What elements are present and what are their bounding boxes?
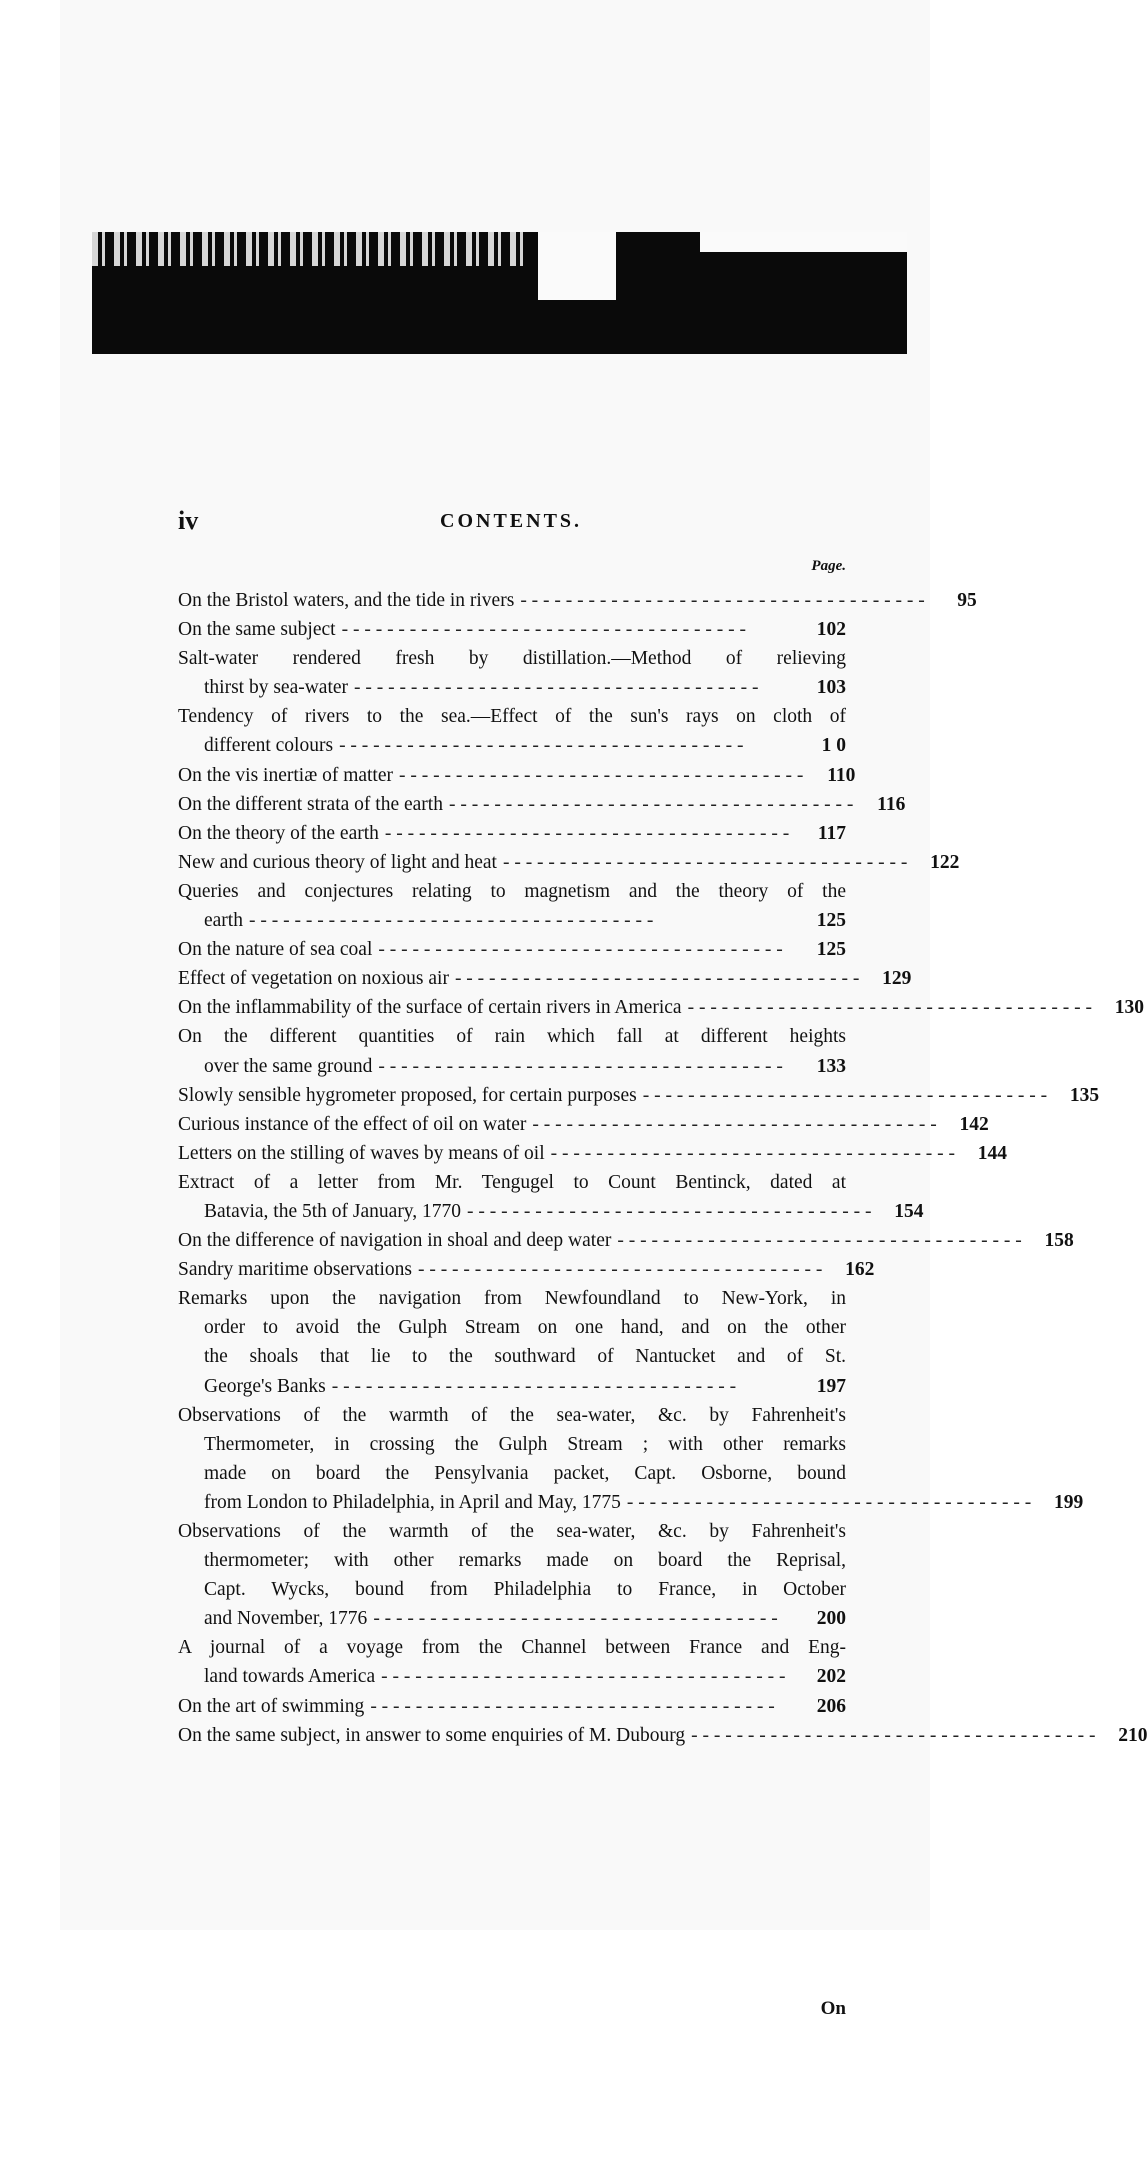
entry-title-text: On the different quantities of rain which fall at different heights	[178, 1026, 846, 1048]
entry-page-number: 142	[959, 1113, 989, 1135]
entry-title-text: Queries and conjectures relating to magnetism and the theory of the	[178, 880, 846, 902]
dot-leader: - - - - - - - - - - - - - - - - - - - - - - - - - - - - - - - - - - - -	[381, 1666, 786, 1688]
contents-entry-line	[178, 1110, 989, 1139]
dot-leader: - - - - - - - - - - - - - - - - - - - - - - - - - - - - - - - - - - - -	[378, 939, 783, 961]
contents-entry-line	[178, 1517, 846, 1546]
entry-page-number: 95	[957, 590, 977, 611]
entry-title-text: Observations of the warmth of the sea-water, &c. by Fahrenheit's	[178, 1521, 846, 1542]
entry-title-text: New and curious theory of light and heat	[178, 851, 497, 873]
entry-title-text: On the Bristol waters, and the tide in rivers	[178, 590, 515, 611]
entry-page-number: 125	[816, 939, 846, 961]
entry-title-text: earth	[204, 910, 243, 932]
dot-leader: - - - - - - - - - - - - - - - - - - - - - - - - - - - - - - - - - - - -	[331, 1375, 737, 1397]
contents-entry-line	[178, 1488, 1084, 1517]
entry-title-text: land towards America	[204, 1666, 376, 1688]
contents-entry-line	[178, 1401, 846, 1430]
contents-entry-line	[178, 906, 846, 935]
contents-entry-line	[178, 586, 977, 615]
contents-entry-line	[178, 1721, 1148, 1750]
contents-entry-line	[178, 1313, 846, 1342]
contents-entry-line	[178, 731, 846, 760]
contents-entry-line	[178, 1022, 846, 1051]
contents-entry	[178, 1022, 846, 1080]
entry-title-text: On the same subject, in answer to some enquiries of M. Dubourg	[178, 1724, 686, 1746]
dot-leader: - - - - - - - - - - - - - - - - - - - - - - - - - - - - - - - - - - - -	[617, 1230, 1022, 1252]
entry-title-text: Thermometer, in crossing the Gulph Stream ; with other remarks	[204, 1433, 846, 1455]
entry-title-text: Salt-water rendered fresh by distillation.—Method of relieving	[178, 648, 846, 670]
entry-title-text: On the nature of sea coal	[178, 939, 373, 961]
dot-leader: - - - - - - - - - - - - - - - - - - - - - - - - - - - - - - - - - - - -	[339, 735, 744, 757]
entry-page-number: 1 0	[821, 735, 846, 757]
contents-entry-line	[178, 1342, 846, 1371]
contents-entry-line	[178, 1662, 846, 1691]
entry-title-text: from London to Philadelphia, in April and May, 1775	[204, 1491, 621, 1513]
entry-title-text: Remarks upon the navigation from Newfoundland to New-York, in	[178, 1288, 846, 1310]
contents-entry-line	[178, 644, 846, 673]
dot-leader: - - - - - - - - - - - - - - - - - - - - - - - - - - - - - - - - - - - -	[373, 1608, 778, 1630]
entry-title-text: On the art of swimming	[178, 1695, 365, 1717]
entry-title-text: the shoals that lie to the southward of Nantucket and of St.	[204, 1346, 846, 1368]
dot-leader: - - - - - - - - - - - - - - - - - - - - - - - - - - - - - - - - - - - -	[532, 1113, 937, 1135]
contents-entry-line	[178, 1139, 1008, 1168]
contents-entry-line	[178, 848, 960, 877]
entry-page-number: 202	[816, 1666, 846, 1688]
entry-page-number: 200	[816, 1608, 846, 1630]
dot-leader: - - - - - - - - - - - - - - - - - - - - - - - - - - - - - - - - - - - -	[626, 1491, 1032, 1513]
entry-title-text: Capt. Wycks, bound from Philadelphia to France, in October	[204, 1579, 846, 1601]
page-number: iv	[178, 506, 199, 535]
contents-entry-line	[178, 1633, 846, 1662]
dot-leader: - - - - - - - - - - - - - - - - - - - - - - - - - - - - - - - - - - - -	[691, 1724, 1096, 1746]
contents-entry-line	[178, 1197, 924, 1226]
contents-entry	[178, 790, 906, 819]
dot-leader: - - - - - - - - - - - - - - - - - - - - - - - - - - - - - - - - - - - -	[370, 1695, 775, 1717]
contents-entry-line	[178, 935, 846, 964]
entry-page-number: 144	[977, 1142, 1008, 1164]
contents-entry-line	[178, 1692, 846, 1721]
contents-entry-line	[178, 877, 846, 906]
entry-page-number: 110	[827, 764, 856, 786]
dot-leader: - - - - - - - - - - - - - - - - - - - - - - - - - - - - - - - - - - - -	[378, 1055, 783, 1077]
dot-leader: - - - - - - - - - - - - - - - - - - - - - - - - - - - - - - - - - - - -	[399, 764, 804, 786]
contents-entry-line	[178, 993, 1144, 1022]
catchword: On	[820, 1998, 846, 2019]
entry-title-text: Tendency of rivers to the sea.—Effect of the sun's rays on cloth of	[178, 706, 846, 728]
contents-entry-line	[178, 1081, 1100, 1110]
entry-title-text: order to avoid the Gulph Stream on one hand, and on the other	[204, 1317, 846, 1339]
entry-title-text: On the different strata of the earth	[178, 793, 443, 815]
dot-leader: - - - - - - - - - - - - - - - - - - - - - - - - - - - - - - - - - - - -	[384, 822, 790, 844]
contents-entry-line	[178, 1284, 846, 1313]
dot-leader: - - - - - - - - - - - - - - - - - - - - - - - - - - - - - - - - - - - -	[454, 968, 860, 990]
entry-title-text: On the inflammability of the surface of certain rivers in America	[178, 997, 682, 1019]
contents-entry-line	[178, 1255, 875, 1284]
entry-title-text: Effect of vegetation on noxious air	[178, 968, 449, 990]
entry-page-number: 154	[894, 1200, 924, 1222]
entry-title-text: On the theory of the earth	[178, 822, 379, 844]
entry-page-number: 117	[817, 822, 846, 844]
contents-entry	[178, 993, 1144, 1022]
entry-title-text: different colours	[204, 735, 334, 757]
contents-entry-line	[178, 1575, 846, 1604]
dot-leader: - - - - - - - - - - - - - - - - - - - - - - - - - - - - - - - - - - - -	[642, 1084, 1048, 1106]
contents-entry	[178, 877, 846, 935]
contents-entry-line	[178, 673, 846, 702]
dot-leader: - - - - - - - - - - - - - - - - - - - - - - - - - - - - - - - - - - - -	[467, 1200, 872, 1222]
contents-entry-line	[178, 615, 846, 644]
entry-title-text: made on board the Pensylvania packet, Capt. Osborne, bound	[204, 1462, 846, 1484]
contents-entry	[178, 702, 846, 760]
entry-title-text: A journal of a voyage from the Channel between France and Eng-	[178, 1637, 846, 1659]
contents-entry	[178, 1284, 846, 1400]
contents-entry	[178, 1721, 1148, 1750]
dot-leader: - - - - - - - - - - - - - - - - - - - - - - - - - - - - - - - - - - - -	[341, 619, 746, 641]
contents-entry	[178, 1168, 924, 1226]
entry-page-number: 125	[816, 910, 846, 932]
contents-entry	[178, 1633, 846, 1691]
entry-title-text: On the vis inertiæ of matter	[178, 764, 393, 786]
dot-leader: - - - - - - - - - - - - - - - - - - - - - - - - - - - - - - - - - - - -	[248, 910, 654, 932]
contents-entry	[178, 1110, 989, 1139]
contents-entry-line	[178, 1168, 846, 1197]
contents-entry	[178, 644, 846, 702]
page-column-label: Page.	[811, 558, 846, 574]
dot-leader: - - - - - - - - - - - - - - - - - - - - - - - - - - - - - - - - - - - -	[502, 851, 908, 873]
dot-leader: - - - - - - - - - - - - - - - - - - - - - - - - - - - - - - - - - - - -	[520, 590, 925, 611]
contents-entry-line	[178, 790, 906, 819]
entry-title-text: Observations of the warmth of the sea-water, &c. by Fahrenheit's	[178, 1404, 846, 1426]
page-title: CONTENTS.	[440, 510, 583, 532]
entry-page-number: 206	[816, 1695, 846, 1717]
contents-entry	[178, 761, 856, 790]
entry-title-text: On the difference of navigation in shoal and deep water	[178, 1230, 612, 1252]
contents-entry-line	[178, 1430, 846, 1459]
entry-title-text: and November, 1776	[204, 1608, 368, 1630]
entry-page-number: 133	[816, 1055, 846, 1077]
entry-title-text: over the same ground	[204, 1055, 373, 1077]
entry-page-number: 122	[930, 851, 960, 873]
contents-entry-line	[178, 1459, 846, 1488]
contents-entry-line	[178, 1372, 846, 1401]
entry-title-text: On the same subject	[178, 619, 336, 641]
entry-title-text: Batavia, the 5th of January, 1770	[204, 1200, 462, 1222]
entry-title-text: George's Banks	[204, 1375, 326, 1397]
contents-entry	[178, 1255, 875, 1284]
contents-entry	[178, 1139, 1008, 1168]
scan-ragged-edge	[92, 232, 532, 266]
scan-band-notch	[538, 232, 616, 300]
entry-page-number: 158	[1044, 1230, 1074, 1252]
entry-title-text: Slowly sensible hygrometer proposed, for certain purposes	[178, 1084, 637, 1106]
dot-leader: - - - - - - - - - - - - - - - - - - - - - - - - - - - - - - - - - - - -	[550, 1142, 956, 1164]
dot-leader: - - - - - - - - - - - - - - - - - - - - - - - - - - - - - - - - - - - -	[354, 677, 759, 699]
contents-entry	[178, 819, 846, 848]
contents-entry-line	[178, 1226, 1074, 1255]
entry-page-number: 135	[1069, 1084, 1100, 1106]
entry-page-number: 210	[1118, 1724, 1148, 1746]
contents-entry-line	[178, 1546, 846, 1575]
contents-entry-line	[178, 761, 856, 790]
contents-entry	[178, 1081, 1100, 1110]
entry-page-number: 103	[816, 677, 846, 699]
entry-title-text: Curious instance of the effect of oil on water	[178, 1113, 527, 1135]
contents-entry	[178, 964, 912, 993]
entry-page-number: 102	[816, 619, 846, 641]
entry-title-text: Sandry maritime observations	[178, 1259, 412, 1281]
entry-page-number: 162	[845, 1259, 875, 1281]
entry-page-number: 130	[1114, 997, 1144, 1019]
dot-leader: - - - - - - - - - - - - - - - - - - - - - - - - - - - - - - - - - - - -	[417, 1259, 823, 1281]
scan-band-gap	[700, 232, 907, 252]
dot-leader: - - - - - - - - - - - - - - - - - - - - - - - - - - - - - - - - - - - -	[687, 997, 1092, 1019]
entry-page-number: 116	[877, 793, 906, 815]
entry-title-text: Letters on the stilling of waves by means of oil	[178, 1142, 545, 1164]
entry-page-number: 197	[816, 1375, 846, 1397]
entry-title-text: thirst by sea-water	[204, 677, 349, 699]
contents-entry	[178, 1401, 1084, 1517]
contents-entry-line	[178, 964, 912, 993]
contents-list	[178, 586, 1148, 1750]
contents-entry	[178, 1692, 846, 1721]
contents-entry-line	[178, 1052, 846, 1081]
contents-entry	[178, 615, 846, 644]
contents-entry-line	[178, 1604, 846, 1633]
contents-entry	[178, 1226, 1074, 1255]
contents-entry	[178, 848, 960, 877]
entry-title-text: thermometer; with other remarks made on board the Reprisal,	[204, 1550, 846, 1572]
contents-entry	[178, 586, 977, 615]
contents-entry-line	[178, 819, 846, 848]
entry-title-text: Extract of a letter from Mr. Tengugel to Count Bentinck, dated at	[178, 1171, 846, 1193]
entry-page-number: 199	[1054, 1491, 1084, 1513]
dot-leader: - - - - - - - - - - - - - - - - - - - - - - - - - - - - - - - - - - - -	[448, 793, 854, 815]
contents-entry	[178, 1517, 846, 1633]
contents-entry-line	[178, 702, 846, 731]
contents-entry	[178, 935, 846, 964]
entry-page-number: 129	[882, 968, 912, 990]
